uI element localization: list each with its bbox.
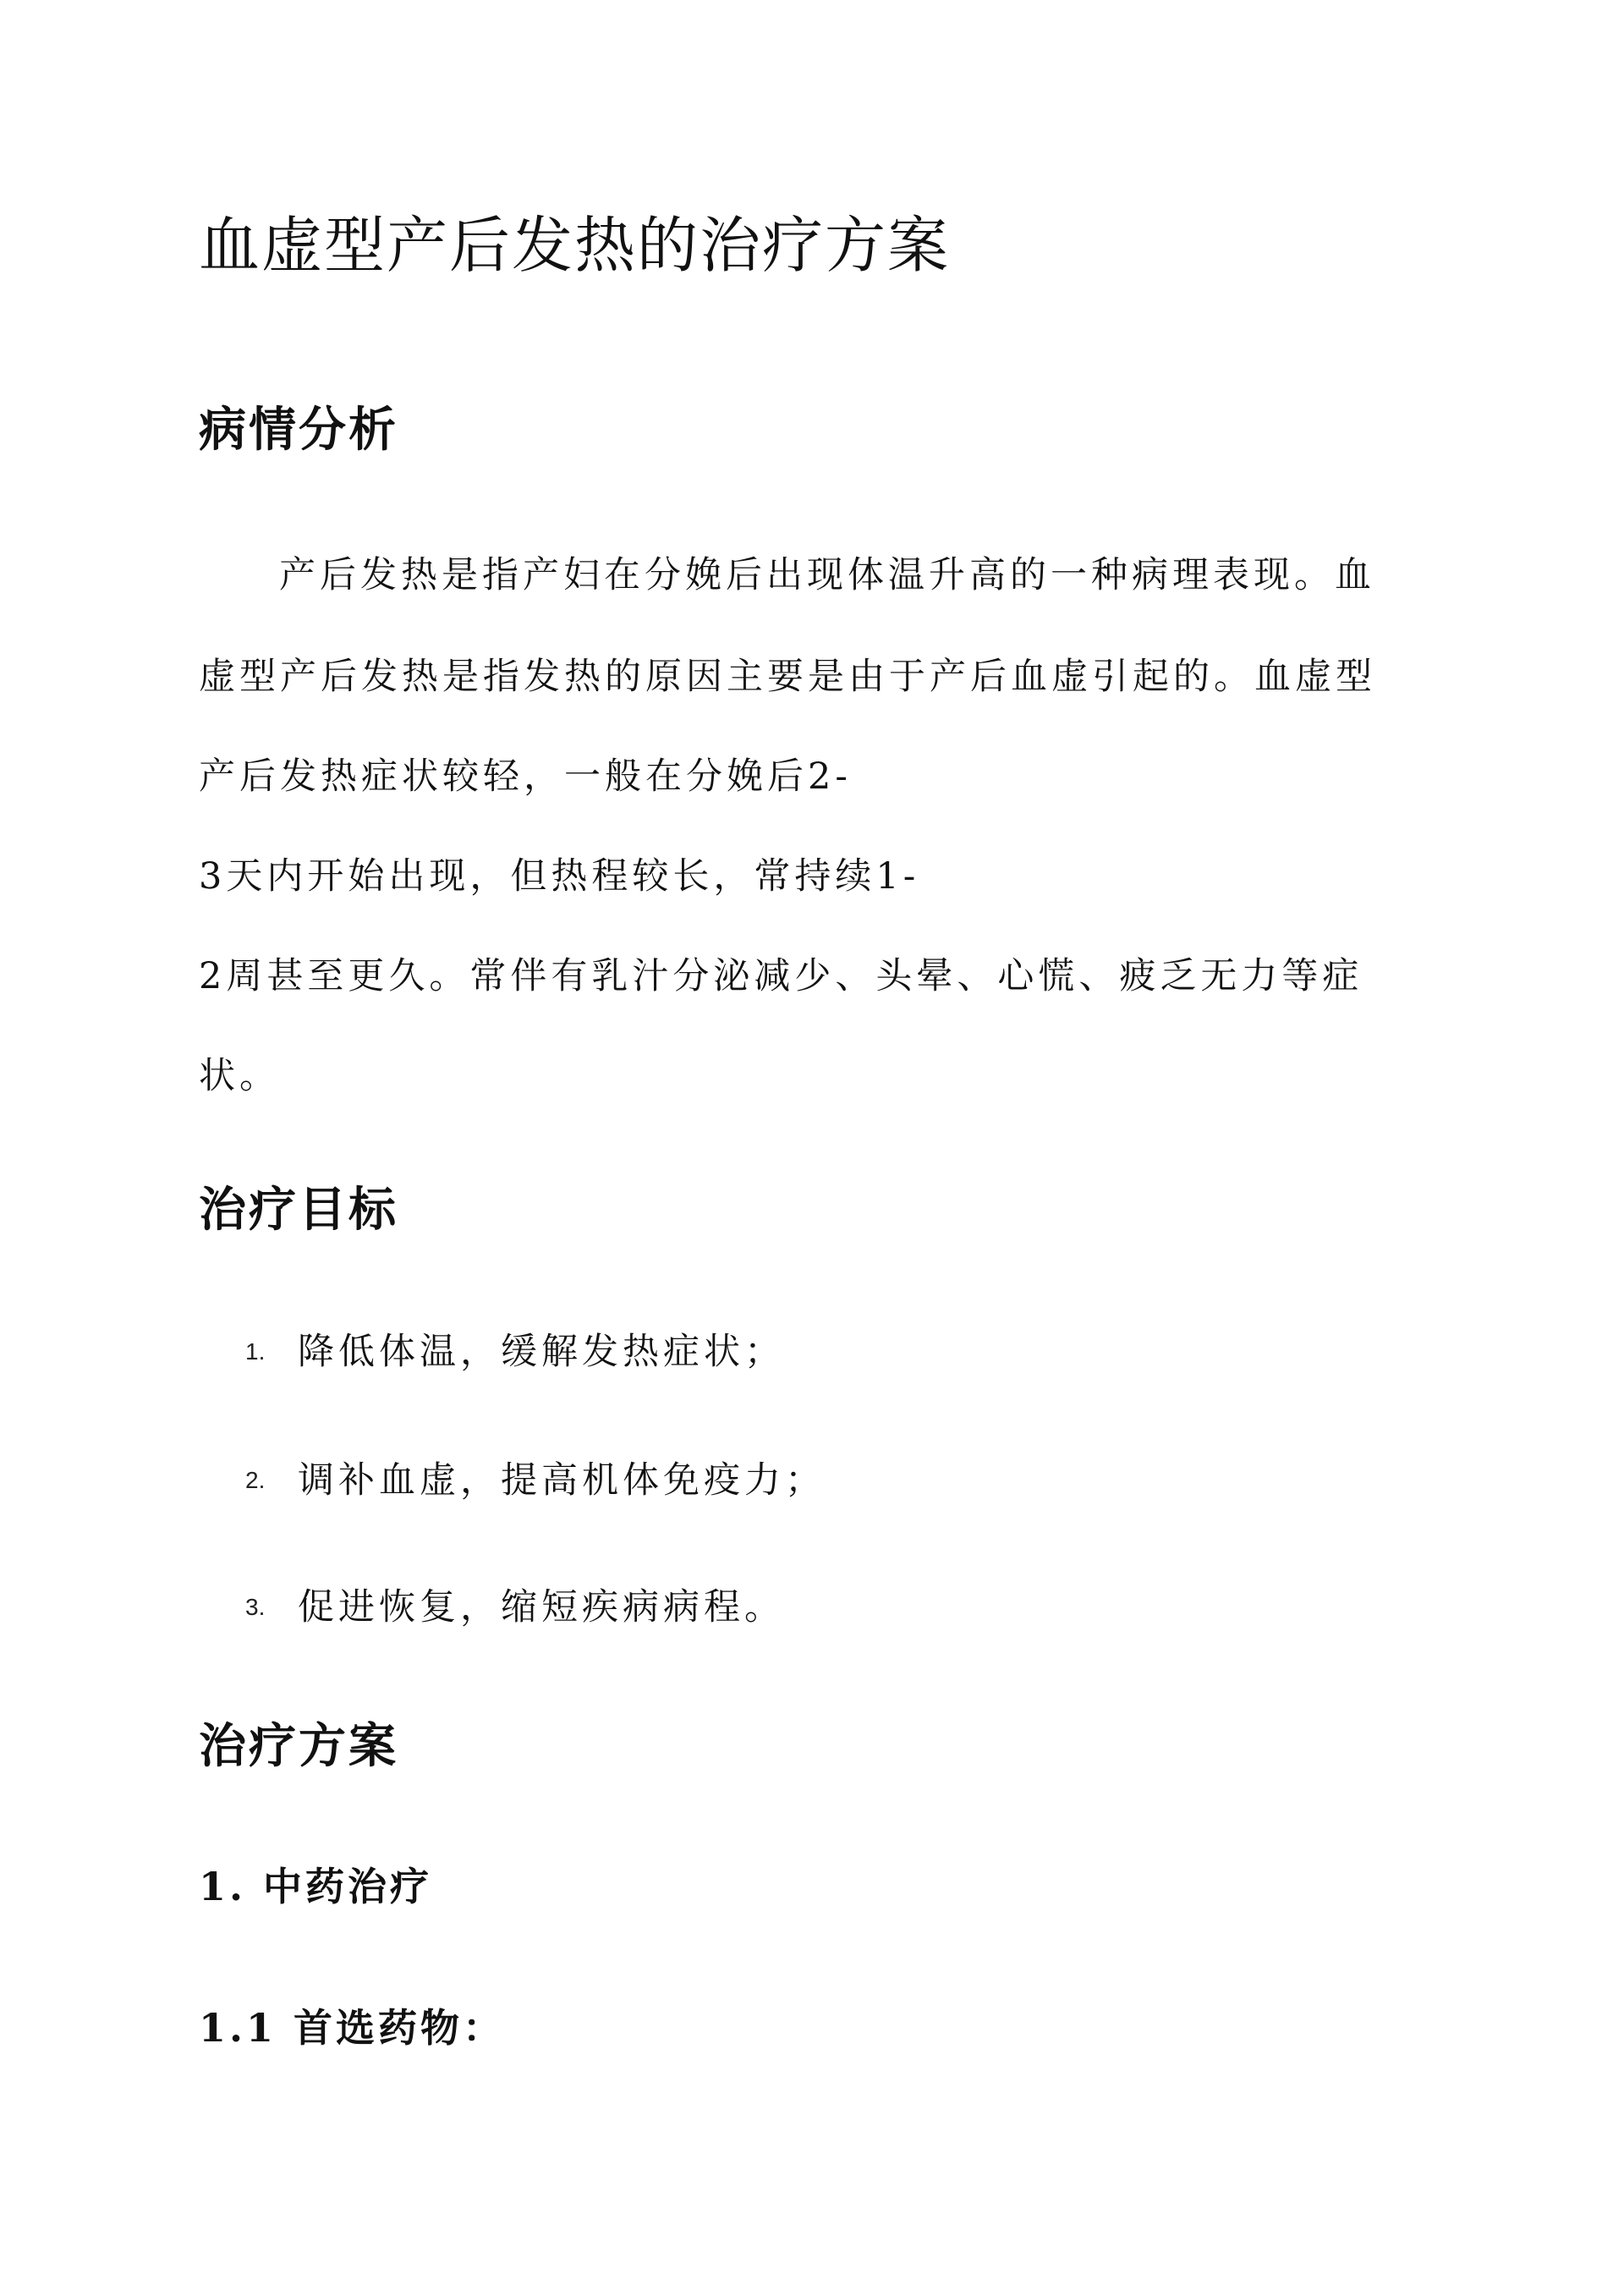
list-item-text: 调补血虚，提高机体免疫力；	[298, 1459, 826, 1502]
paragraph-line: 虚型产后发热是指发热的原因主要是由于产后血虚引起的。血虚型	[199, 656, 1376, 698]
list-item-number: 1.	[245, 1338, 266, 1365]
subheading-preferred-drugs: 1.1 首选药物：	[199, 2005, 506, 2051]
paragraph-line: 3天内开始出现，但热程较长，常持续1-	[199, 855, 920, 898]
paragraph-line: 2周甚至更久。常伴有乳汁分泌减少、头晕、心慌、疲乏无力等症	[199, 955, 1363, 997]
paragraph-line: 状。	[199, 1055, 280, 1097]
list-item-number: 2.	[245, 1467, 266, 1493]
paragraph-line: 产后发热症状较轻，一般在分娩后2-	[199, 755, 852, 798]
document-title: 血虚型产后发热的治疗方案	[199, 210, 951, 281]
list-item-text: 促进恢复，缩短疾病病程。	[298, 1586, 785, 1629]
section-heading-analysis: 病情分析	[199, 402, 398, 458]
subheading-herbal-treatment: 1. 中药治疗	[199, 1864, 433, 1909]
list-item-number: 3.	[245, 1594, 266, 1620]
paragraph-line: 产后发热是指产妇在分娩后出现体温升高的一种病理表现。血	[279, 554, 1375, 596]
list-item-text: 降低体温，缓解发热症状；	[298, 1331, 785, 1373]
section-heading-goals: 治疗目标	[199, 1182, 398, 1238]
section-heading-plan: 治疗方案	[199, 1718, 398, 1774]
